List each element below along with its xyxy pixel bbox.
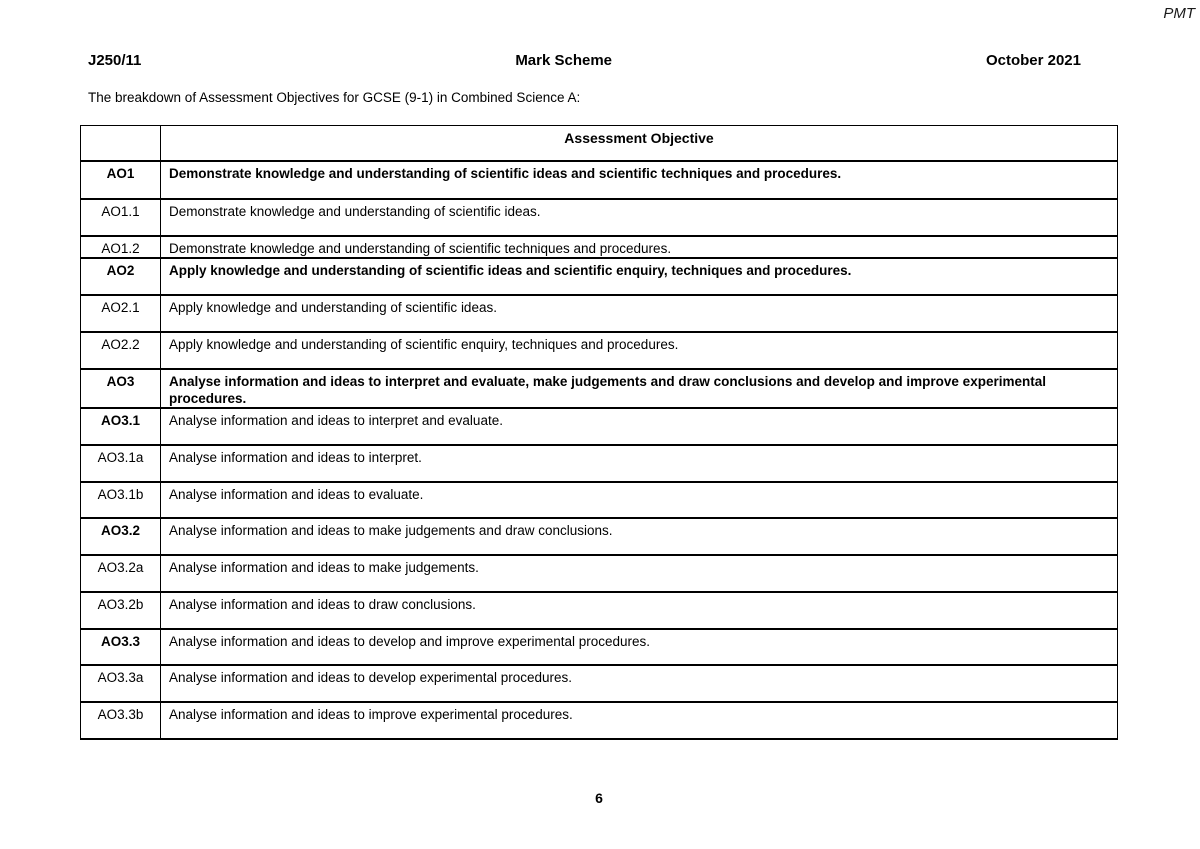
ao-description-cell: Apply knowledge and understanding of scientific ideas and scientific enquiry, techniques and procedures.: [161, 258, 1118, 295]
ao-description-cell: Analyse information and ideas to interpret and evaluate.: [161, 408, 1118, 445]
ao-description-cell: Demonstrate knowledge and understanding of scientific techniques and procedures.: [161, 236, 1118, 258]
ao-code-cell: AO3.1b: [81, 482, 161, 518]
ao-code-cell: AO3: [81, 369, 161, 408]
table-row: [81, 295, 1118, 332]
pmt-watermark: PMT: [1163, 5, 1195, 22]
table-row: [81, 369, 1118, 408]
table-row: [81, 258, 1118, 295]
ao-description-cell: Analyse information and ideas to draw conclusions.: [161, 592, 1118, 629]
table-row: [81, 236, 1118, 258]
ao-description-cell: Demonstrate knowledge and understanding of scientific ideas.: [161, 199, 1118, 236]
page-number: 6: [595, 790, 603, 806]
ao-description-cell: Demonstrate knowledge and understanding of scientific ideas and scientific techniques and procedures.: [161, 161, 1118, 199]
ao-code-cell: AO2.2: [81, 332, 161, 369]
table-row: [81, 629, 1118, 665]
table-row: [81, 445, 1118, 482]
table-row: [81, 332, 1118, 369]
ao-code-cell: AO2: [81, 258, 161, 295]
ao-description-cell: Apply knowledge and understanding of scientific enquiry, techniques and procedures.: [161, 332, 1118, 369]
ao-description-cell: Analyse information and ideas to evaluate.: [161, 482, 1118, 518]
ao-description-cell: Analyse information and ideas to improve experimental procedures.: [161, 702, 1118, 739]
ao-description-cell: Analyse information and ideas to develop experimental procedures.: [161, 665, 1118, 702]
table-row: [81, 408, 1118, 445]
document-header: [88, 52, 1081, 69]
ao-description-cell: Analyse information and ideas to interpret and evaluate, make judgements and draw conclusions and develop and improve experimental procedures.: [161, 369, 1118, 408]
header-label-cell: Assessment Objective: [161, 126, 1118, 161]
header-empty-cell: [81, 126, 161, 161]
ao-code-cell: AO2.1: [81, 295, 161, 332]
ao-code-cell: AO3.2: [81, 518, 161, 555]
table-row: [81, 555, 1118, 592]
ao-description-cell: Analyse information and ideas to interpret.: [161, 445, 1118, 482]
ao-description-cell: Analyse information and ideas to make judgements.: [161, 555, 1118, 592]
assessment-objectives-table: [80, 125, 1118, 740]
ao-code-cell: AO3.2b: [81, 592, 161, 629]
ao-code-cell: AO3.3: [81, 629, 161, 665]
ao-description-cell: Analyse information and ideas to make judgements and draw conclusions.: [161, 518, 1118, 555]
paper-code: J250/11: [88, 52, 142, 69]
intro-text: The breakdown of Assessment Objectives for GCSE (9-1) in Combined Science A:: [88, 90, 581, 105]
ao-code-cell: AO3.3b: [81, 702, 161, 739]
table-row: [81, 199, 1118, 236]
ao-description-cell: Analyse information and ideas to develop and improve experimental procedures.: [161, 629, 1118, 665]
ao-code-cell: AO1.2: [81, 236, 161, 258]
ao-code-cell: AO3.1: [81, 408, 161, 445]
ao-code-cell: AO3.2a: [81, 555, 161, 592]
table-row: [81, 702, 1118, 739]
ao-description-cell: Apply knowledge and understanding of scientific ideas.: [161, 295, 1118, 332]
table-row: [81, 161, 1118, 199]
ao-code-cell: AO3.1a: [81, 445, 161, 482]
table-header-row: [81, 126, 1118, 161]
ao-code-cell: AO1.1: [81, 199, 161, 236]
document-title: Mark Scheme: [515, 52, 613, 69]
ao-code-cell: AO1: [81, 161, 161, 199]
table-row: [81, 665, 1118, 702]
assessment-objectives-table-container: [80, 125, 1118, 740]
ao-code-cell: AO3.3a: [81, 665, 161, 702]
table-row: [81, 518, 1118, 555]
table-row: [81, 482, 1118, 518]
table-row: [81, 592, 1118, 629]
document-date: October 2021: [985, 52, 1081, 69]
